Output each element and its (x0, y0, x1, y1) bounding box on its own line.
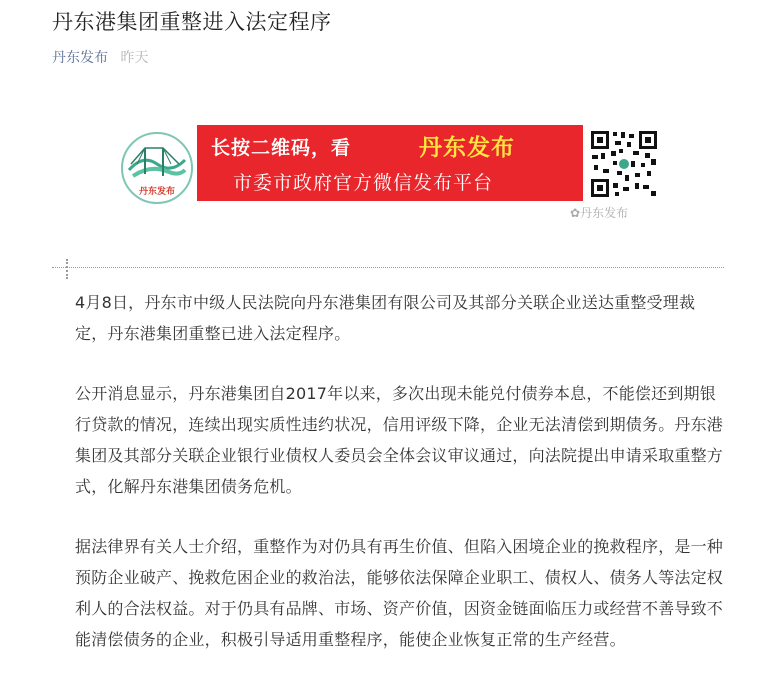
section-divider (52, 267, 724, 268)
article-body (75, 287, 725, 684)
article-meta (52, 47, 148, 67)
banner-line1: 长按二维码，看 (211, 137, 352, 159)
dandong-logo (121, 132, 193, 204)
paragraph: 4月8日，丹东市中级人民法院向丹东港集团有限公司及其部分关联企业送达重整受理裁定，丹东港集团重整已进入法定程序。 (75, 293, 696, 343)
qr-code-icon[interactable] (589, 129, 659, 199)
paragraph: 据法律界有关人士介绍，重整作为对仍具有再生价值、但陷入困境企业的挽救程序，是一种预防企业破产、挽救危困企业的救治法，能够依法保障企业职工、债权人、债务人等法定权利人的合法权益。对于仍具有品牌、市场、资产价值，因资金链面临压力或经营不善导致不能清偿债务的企业，积极引导适用重整程序，能使企业恢复正常的生产经营。 (75, 537, 724, 649)
account-name-link[interactable]: 丹东发布 (52, 50, 108, 66)
publish-time: 昨天 (120, 50, 149, 66)
divider-marker (66, 259, 68, 279)
logo-text: 丹东发布 (138, 187, 175, 197)
wechat-icon: ✿ (570, 206, 581, 220)
banner-brand: 丹东发布 (419, 135, 515, 161)
paragraph: 公开消息显示，丹东港集团自2017年以来，多次出现未能兑付债券本息，不能偿还到期银行贷款的情况，连续出现实质性违约状况，信用评级下降，企业无法清偿到期债务。丹东港集团及其部分关联企业银行业债权人委员会全体会议审议通过，向法院提出申请采取重整方式，化解丹东港集团债务危机。 (75, 384, 724, 496)
banner-line2: 市委市政府官方微信发布平台 (233, 172, 494, 194)
watermark: ✿丹东发布 (570, 206, 629, 220)
article-title: 丹东港集团重整进入法定程序 (52, 10, 332, 34)
promo-banner (197, 125, 583, 201)
